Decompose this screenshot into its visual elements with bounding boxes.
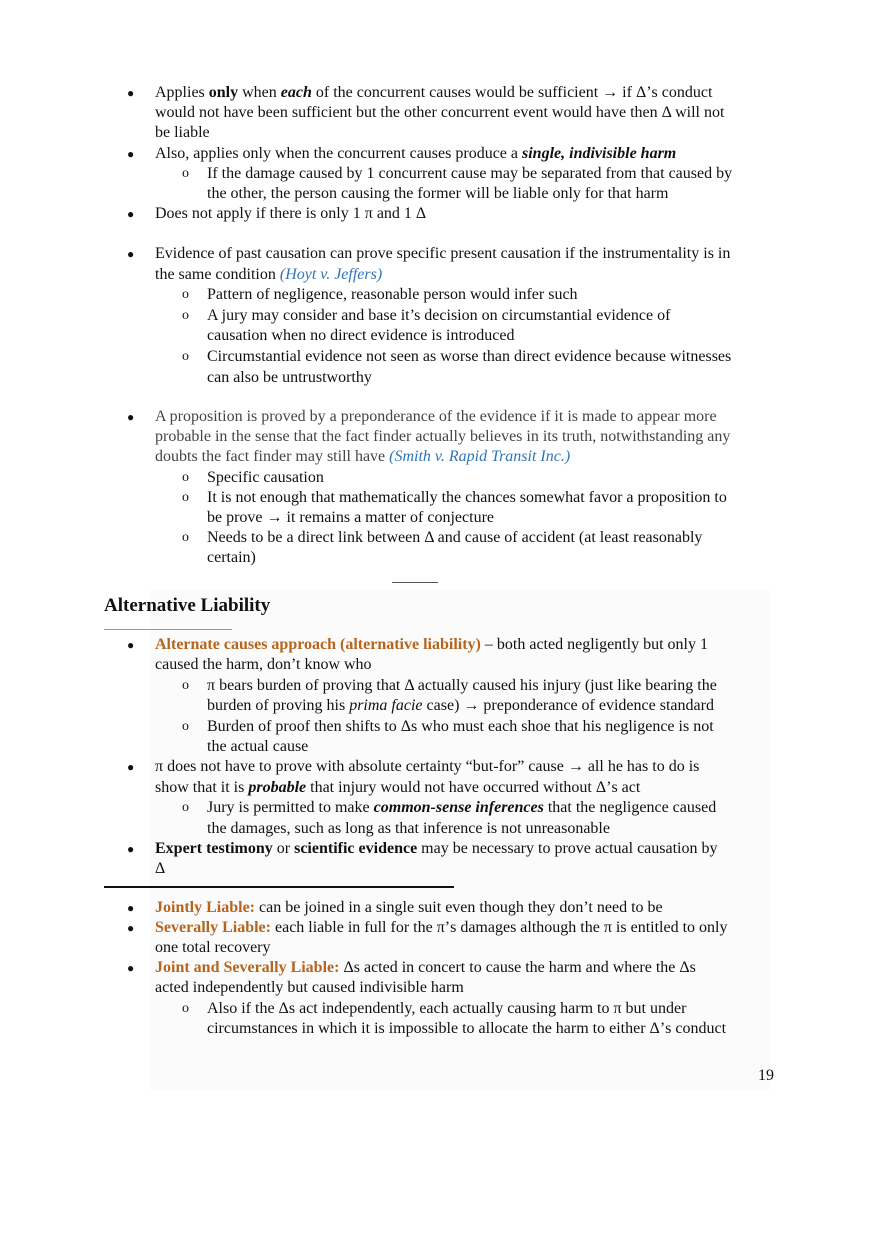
sub-list-line [207, 819, 772, 839]
section-heading: Alternative Liability [104, 595, 271, 616]
term-label: Severally Liable: [155, 919, 271, 937]
page-number: 19 [758, 1067, 774, 1084]
term-label: Alternate causes approach (alternative liability) [155, 636, 481, 653]
text-run: probable [248, 778, 307, 796]
bullet-icon: ● [127, 760, 135, 775]
text-run: that the negligence caused [543, 799, 717, 817]
text-run: Applies [155, 84, 209, 101]
sub-bullet-icon: o [182, 1000, 189, 1016]
bullet-icon: ● [127, 207, 135, 222]
sub-list-line [207, 798, 772, 818]
sub-bullet-icon: o [182, 800, 189, 816]
text-run: each liable in full for the π’s damages although the π is entitled to only [270, 919, 728, 937]
sub-bullet-icon: o [182, 718, 189, 734]
sub-bullet-icon: o [182, 677, 189, 693]
bullet-icon: ● [127, 921, 135, 936]
section-divider [104, 886, 454, 888]
sub-list-line [207, 347, 772, 367]
text-run: be liable [155, 124, 210, 142]
text-run: Needs to be a direct link between Δ and cause of accident (at least reasonably [207, 529, 703, 547]
short-divider [392, 582, 438, 583]
text-run: certain) [207, 549, 256, 567]
text-run: circumstances in which it is impossible to allocate the harm to either Δ’s conduct [207, 1019, 727, 1037]
text-run: the same condition [155, 265, 280, 283]
text-run: Does not apply if there is only 1 π and 1 Δ [155, 205, 427, 223]
text-run: show that it is [155, 778, 249, 796]
sub-list-line [207, 696, 772, 716]
text-run: common-sense inferences [373, 799, 544, 817]
text-run: acted independently but caused indivisible harm [155, 979, 464, 997]
text-run: It is not enough that mathematically the chances somewhat favor a proposition to [207, 488, 727, 506]
text-run: would not have been sufficient but the other concurrent event would have then Δ will not [155, 104, 725, 122]
bullet-icon: ● [127, 410, 135, 424]
sub-bullet-icon: o [182, 165, 189, 181]
sub-bullet-icon: o [182, 489, 189, 505]
text-run: Pattern of negligence, reasonable person would infer such [207, 286, 578, 304]
sub-list-line [207, 1019, 772, 1039]
text-run: only [208, 84, 239, 101]
list-line [155, 144, 770, 164]
list-line [155, 265, 770, 285]
text-run: scientific evidence [294, 840, 418, 857]
text-run: A jury may consider and base it’s decision on circumstantial evidence of [207, 306, 671, 324]
list-line [155, 244, 770, 264]
case-citation: (Hoyt v. Jeffers) [279, 265, 383, 283]
sub-bullet-icon: o [182, 469, 189, 485]
bullet-icon: ● [127, 86, 135, 100]
text-run: can also be untrustworthy [207, 368, 372, 386]
list-line [155, 447, 770, 467]
list-line [155, 898, 770, 918]
list-line [155, 427, 770, 447]
text-run: causation when no direct evidence is introduced [207, 327, 515, 345]
text-run: A proposition is proved by a preponderance of the evidence if it is made to appear more [155, 408, 717, 425]
text-run: of the concurrent causes would be sufficient → if Δ’s conduct [311, 84, 713, 101]
list-line [155, 778, 770, 798]
sub-list-line [207, 164, 772, 184]
text-run: may be necessary to prove actual causation by [417, 840, 718, 857]
sub-list-line [207, 468, 772, 488]
bullet-icon: ● [127, 146, 135, 161]
text-run: Burden of proof then shifts to Δs who must each shoe that his negligence is not [207, 717, 714, 735]
sub-list-line [207, 488, 772, 508]
text-run: caused the harm, don’t know who [155, 656, 372, 674]
list-line [155, 123, 770, 143]
text-run: doubts the fact finder may still have [155, 448, 390, 466]
text-run: each [280, 84, 312, 101]
text-run: Also if the Δs act independently, each actually causing harm to π but under [207, 999, 687, 1017]
text-run: the damages, such as long as that inference is not unreasonable [207, 819, 610, 837]
sub-bullet-icon: o [182, 530, 189, 546]
list-line [155, 839, 770, 859]
sub-list-line [207, 184, 772, 204]
text-run: π bears burden of proving that Δ actually caused his injury (just like bearing the [207, 676, 717, 694]
text-run: Expert testimony [155, 840, 273, 857]
text-run: – both acted negligently but only 1 [480, 636, 708, 653]
sub-list-line [207, 306, 772, 326]
text-run: Circumstantial evidence not seen as worse than direct evidence because witnesses [207, 348, 732, 365]
sub-list-line [207, 737, 772, 757]
heading-underline [104, 629, 232, 630]
text-run: single, indivisible harm [522, 144, 677, 162]
sub-list-line [207, 528, 772, 548]
sub-list-line [207, 368, 772, 388]
text-run: case) → preponderance of evidence standard [422, 697, 714, 715]
case-citation: (Smith v. Rapid Transit Inc.) [389, 448, 571, 466]
text-run: can be joined in a single suit even though they don’t need to be [255, 899, 663, 916]
text-run: Jury is permitted to make [207, 799, 374, 817]
sub-bullet-icon: o [182, 349, 189, 364]
list-line [155, 407, 770, 427]
text-run: one total recovery [155, 939, 271, 957]
term-label: Joint and Severally Liable: [155, 959, 340, 977]
text-run: If the damage caused by 1 concurrent cause may be separated from that caused by [207, 164, 733, 182]
list-line [155, 757, 770, 777]
term-label: Jointly Liable: [155, 899, 256, 916]
list-line [155, 635, 770, 655]
sub-list-line [207, 285, 772, 305]
list-line [155, 978, 770, 998]
text-run: Δ [155, 860, 166, 878]
sub-list-line [207, 548, 772, 568]
list-line [155, 655, 770, 675]
sub-list-line [207, 326, 772, 346]
sub-bullet-icon: o [182, 307, 189, 323]
bullet-icon: ● [127, 961, 135, 976]
sub-bullet-icon: o [182, 287, 189, 303]
text-run: probable in the sense that the fact finder actually believes in its truth, notwithstanding any [155, 428, 731, 446]
text-run: prima facie [349, 697, 423, 715]
text-run: that injury would not have occurred without Δ’s act [306, 778, 641, 796]
list-line [155, 204, 770, 224]
text-run: π does not have to prove with absolute certainty “but-for” cause → all he has to do is [155, 758, 700, 776]
text-run: Δs acted in concert to cause the harm and where the Δs [339, 959, 696, 977]
text-run: Also, applies only when the concurrent causes produce a [155, 144, 522, 162]
bullet-icon: ● [127, 901, 135, 915]
sub-list-line [207, 717, 772, 737]
text-run: Specific causation [207, 468, 324, 486]
text-run: the actual cause [207, 738, 309, 755]
text-run: Evidence of past causation can prove specific present causation if the instrumentality is in [155, 245, 731, 262]
text-run: be prove → it remains a matter of conjecture [207, 509, 494, 526]
list-line [155, 958, 770, 978]
text-run: or [272, 840, 295, 857]
bullet-icon: ● [127, 247, 135, 261]
list-line [155, 938, 770, 958]
bullet-icon: ● [127, 842, 135, 856]
text-run: burden of proving his [207, 697, 350, 715]
sub-list-line [207, 999, 772, 1019]
list-line [155, 859, 770, 879]
list-line [155, 103, 770, 123]
text-run: when [238, 84, 281, 101]
sub-list-line [207, 508, 772, 528]
bullet-icon: ● [127, 638, 135, 652]
text-run: the other, the person causing the former will be liable only for that harm [207, 185, 669, 202]
sub-list-line [207, 676, 772, 696]
list-line [155, 83, 770, 103]
list-line [155, 918, 770, 938]
